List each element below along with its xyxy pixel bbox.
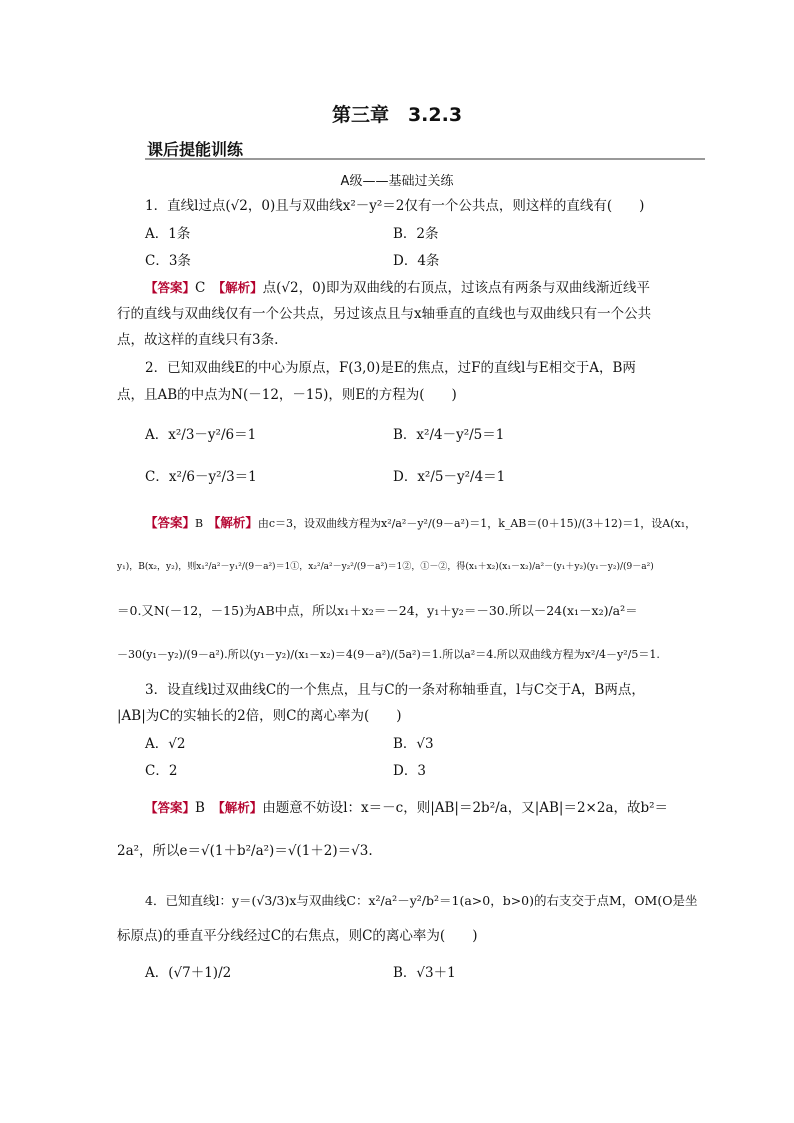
q1-answer: C	[195, 280, 206, 296]
q1-analysis-3: 点，故这样的直线只有3条.	[117, 332, 279, 348]
q3-option-a: A．√2	[145, 736, 186, 752]
q1-stem: 1．直线l过点(√2，0)且与双曲线x²－y²＝2仅有一个公共点，则这样的直线有( )	[145, 198, 645, 214]
q4-stem-1: 4．已知直线l：y＝(√3/3)x与双曲线C：x²/a²－y²/b²＝1(a>0，b>0)的右支交于点M，OM(O是坐	[145, 893, 698, 908]
q2-option-c: C．x²/6－y²/3＝1	[145, 469, 257, 485]
q2-option-d: D．x²/5－y²/4＝1	[393, 469, 506, 485]
level-heading: A级——基础过关练	[340, 174, 454, 189]
section-rule	[145, 158, 705, 160]
q2-analysis-2: y₁)，B(x₂，y₂)，则x₁²/a²－y₁²/(9－a²)＝1①，x₂²/a²－y₂²/(9－a²)＝1②，①－②，得(x₁＋x₂)(x₁－x₂)/a²－(y₁＋y₂)(y₁－y₂)/(9－a²)	[117, 562, 654, 572]
q2-analysis-4: －30(y₁－y₂)/(9－a²).所以(y₁－y₂)/(x₁－x₂)＝4(9－a²)/(5a²)＝1.所以a²＝4.所以双曲线方程为x²/4－y²/5＝1.	[117, 648, 660, 661]
q2-answer-line	[145, 512, 705, 535]
analysis-tag: 【解析】	[218, 800, 263, 815]
q2-stem-2: 点，且AB的中点为N(－12，－15)，则E的方程为( )	[117, 387, 457, 403]
section-heading: 课后提能训练	[147, 140, 244, 159]
q1-option-d: D．4条	[393, 253, 440, 269]
q2-analysis-3: ＝0.又N(－12，－15)为AB中点，所以x₁＋x₂＝－24，y₁＋y₂＝－30.所以－24(x₁－x₂)/a²＝	[117, 603, 638, 618]
q2-option-b: B．x²/4－y²/5＝1	[393, 427, 505, 443]
analysis-tag: 【解析】	[218, 280, 263, 295]
q3-analysis-2: 2a²，所以e＝√(1＋b²/a²)＝√(1＋2)＝√3.	[117, 843, 373, 859]
q3-stem-2: |AB|为C的实轴长的2倍，则C的离心率为( )	[117, 708, 402, 724]
q4-stem-2: 标原点)的垂直平分线经过C的右焦点，则C的离心率为( )	[117, 928, 478, 944]
q1-option-a: A．1条	[145, 226, 191, 242]
q3-option-d: D．3	[393, 763, 426, 779]
q3-analysis-1: 由题意不妨设l：x＝－c，则|AB|＝2b²/a，又|AB|＝2×2a，故b²＝	[262, 800, 669, 816]
q4-option-b: B．√3＋1	[393, 965, 456, 981]
q3-answer: B	[195, 800, 205, 816]
q3-option-c: C．2	[145, 763, 178, 779]
q1-option-c: C．3条	[145, 253, 191, 269]
q4-option-a: A．(√7＋1)/2	[145, 965, 232, 981]
answer-tag: 【答案】	[145, 515, 196, 530]
q3-option-b: B．√3	[393, 736, 434, 752]
answer-tag: 【答案】	[145, 280, 196, 295]
q3-stem-1: 3．设直线l过双曲线C的一个焦点，且与C的一条对称轴垂直，l与C交于A，B两点，	[145, 682, 645, 698]
q1-option-b: B．2条	[393, 226, 439, 242]
analysis-tag: 【解析】	[214, 515, 258, 530]
q2-option-a: A．x²/3－y²/6＝1	[145, 427, 257, 443]
q2-answer: B	[195, 517, 204, 530]
q1-analysis-1: 点(√2，0)即为双曲线的右顶点，过该点有两条与双曲线渐近线平	[262, 280, 650, 296]
page-title: 第三章 3.2.3	[331, 104, 463, 126]
q2-stem-1: 2．已知双曲线E的中心为原点，F(3,0)是E的焦点，过F的直线l与E相交于A，B两	[145, 360, 636, 376]
q1-answer-line	[145, 277, 705, 299]
q3-answer-line	[145, 797, 705, 819]
q1-analysis-2: 行的直线与双曲线仅有一个公共点，另过该点且与x轴垂直的直线也与双曲线只有一个公共	[117, 306, 652, 322]
answer-tag: 【答案】	[145, 800, 196, 815]
q2-analysis-1: 由c＝3，设双曲线方程为x²/a²－y²/(9－a²)＝1，k_AB＝(0＋15)/(3＋12)＝1，设A(x₁，	[257, 517, 697, 530]
